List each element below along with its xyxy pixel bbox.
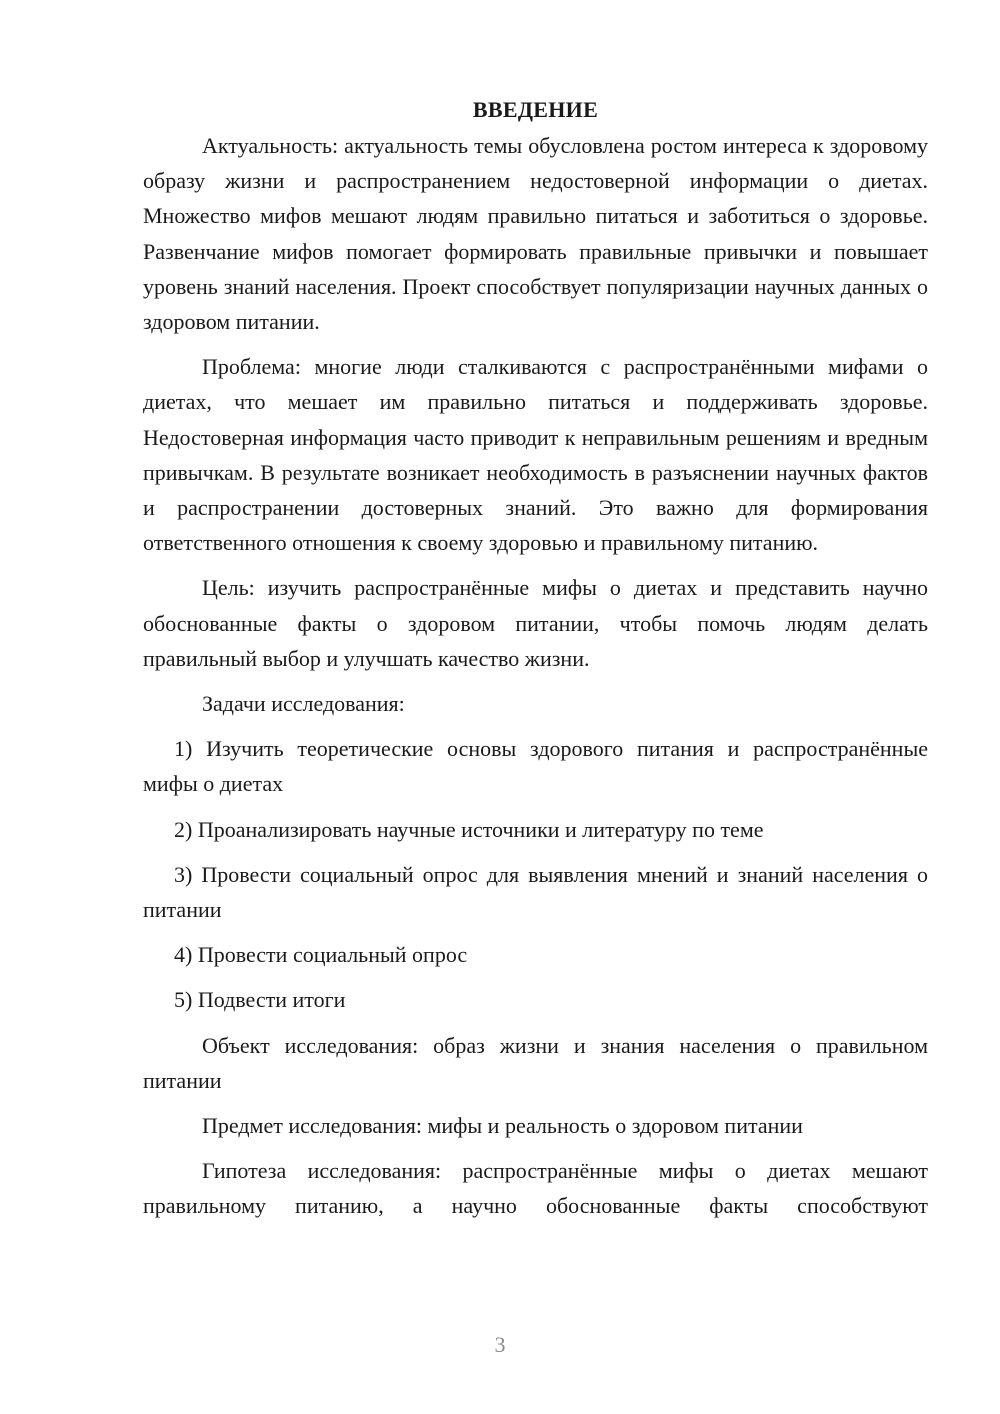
object-paragraph: Объект исследования: образ жизни и знания населения о правильном питании: [143, 1032, 928, 1093]
hypothesis-paragraph: Гипотеза исследования: распространённые мифы о диетах мешают правильному питанию, а научно обоснованные факты способствуют: [143, 1158, 928, 1219]
task-item-5: 5) Подвести итоги: [174, 987, 346, 1013]
task-item-1: 1) Изучить теоретические основы здорового питания и распространённые мифы о диетах: [143, 736, 928, 797]
goal-paragraph: Цель: изучить распространённые мифы о диетах и представить научно обоснованные факты о здоровом питании, чтобы помочь людям делать правильный выбор и улучшать качество жизни.: [143, 575, 928, 671]
document-page: [143, 92, 928, 1224]
section-heading: ВВЕДЕНИЕ: [472, 97, 599, 122]
page-number: 3: [494, 1332, 506, 1357]
problem-paragraph: Проблема: многие люди сталкиваются с распространёнными мифами о диетах, что мешает им правильно питаться и поддерживать здоровье. Недостоверная информация часто приводит к неправильным решениям и вредным привычкам. В результате возникает необходимость в разъяснении научных фактов и распространении достоверных знаний. Это важно для формирования ответственного отношения к своему здоровью и правильному питанию.: [143, 354, 928, 556]
relevance-paragraph: Актуальность: актуальность темы обусловлена ростом интереса к здоровому образу жизни и распространением недостоверной информации о диетах. Множество мифов мешают людям правильно питаться и заботиться о здоровье. Развенчание мифов помогает формировать правильные привычки и повышает уровень знаний населения. Проект способствует популяризации научных данных о здоровом питании.: [143, 133, 928, 335]
subject-paragraph: Предмет исследования: мифы и реальность о здоровом питании: [202, 1113, 803, 1139]
tasks-intro: Задачи исследования:: [202, 691, 405, 717]
task-item-4: 4) Провести социальный опрос: [174, 942, 468, 968]
task-item-2: 2) Проанализировать научные источники и литературу по теме: [174, 816, 764, 842]
task-item-3: 3) Провести социальный опрос для выявления мнений и знаний населения о питании: [143, 861, 928, 923]
